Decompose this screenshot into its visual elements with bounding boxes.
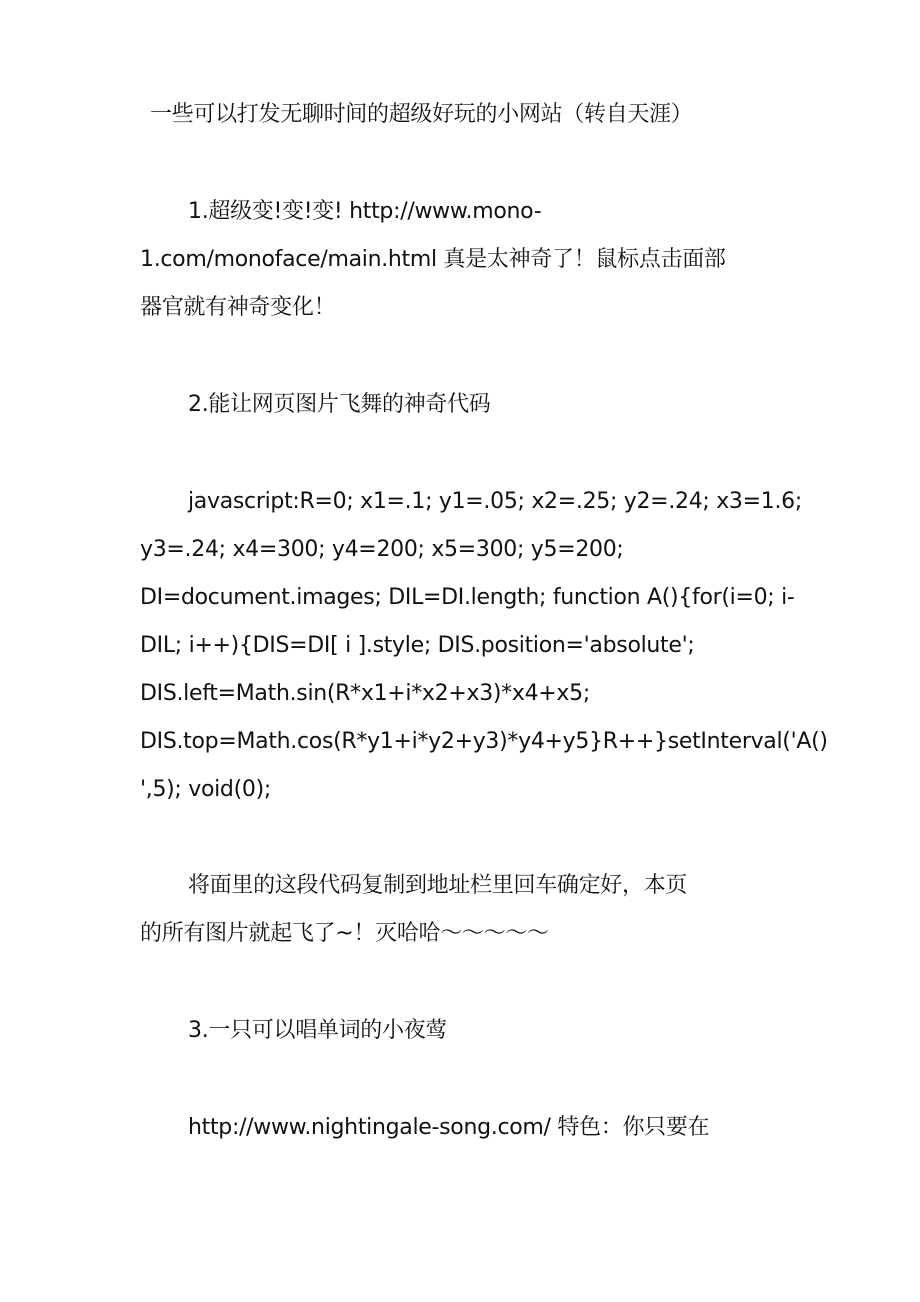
code-line-7: ',5); void(0); [140, 777, 271, 802]
item-3-heading: 3.一只可以唱单词的小夜莺 [188, 1018, 448, 1043]
item-3-url-line: http://www.nightingale-song.com/ 特色：你只要在 [188, 1115, 710, 1140]
item-1-line-3: 器官就有神奇变化！ [140, 295, 336, 320]
item-1-line-1: 1.超级变!变!变! http://www.mono- [188, 199, 542, 224]
code-line-3: DI=document.images; DIL=DI.length; function A(){for(i=0; i- [140, 585, 795, 610]
code-line-2: y3=.24; x4=300; y4=200; x5=300; y5=200; [140, 537, 624, 562]
item-2-heading: 2.能让网页图片飞舞的神奇代码 [188, 392, 491, 417]
instruction-line-1: 将面里的这段代码复制到地址栏里回车确定好，本页 [188, 873, 688, 898]
item-1-line-2: 1.com/monoface/main.html 真是太神奇了！鼠标点击面部 [140, 247, 726, 272]
document-title: 一些可以打发无聊时间的超级好玩的小网站（转自天涯） [150, 102, 693, 127]
instruction-line-2: 的所有图片就起飞了~！灭哈哈～～～～～ [140, 921, 549, 946]
code-line-4: DIL; i++){DIS=DI[ i ].style; DIS.position='absolute'; [140, 633, 695, 658]
code-line-6: DIS.top=Math.cos(R*y1+i*y2+y3)*y4+y5}R++}setInterval('A() [140, 729, 828, 754]
code-line-1: javascript:R=0; x1=.1; y1=.05; x2=.25; y2=.24; x3=1.6; [188, 489, 802, 514]
code-line-5: DIS.left=Math.sin(R*x1+i*x2+x3)*x4+x5; [140, 681, 590, 706]
